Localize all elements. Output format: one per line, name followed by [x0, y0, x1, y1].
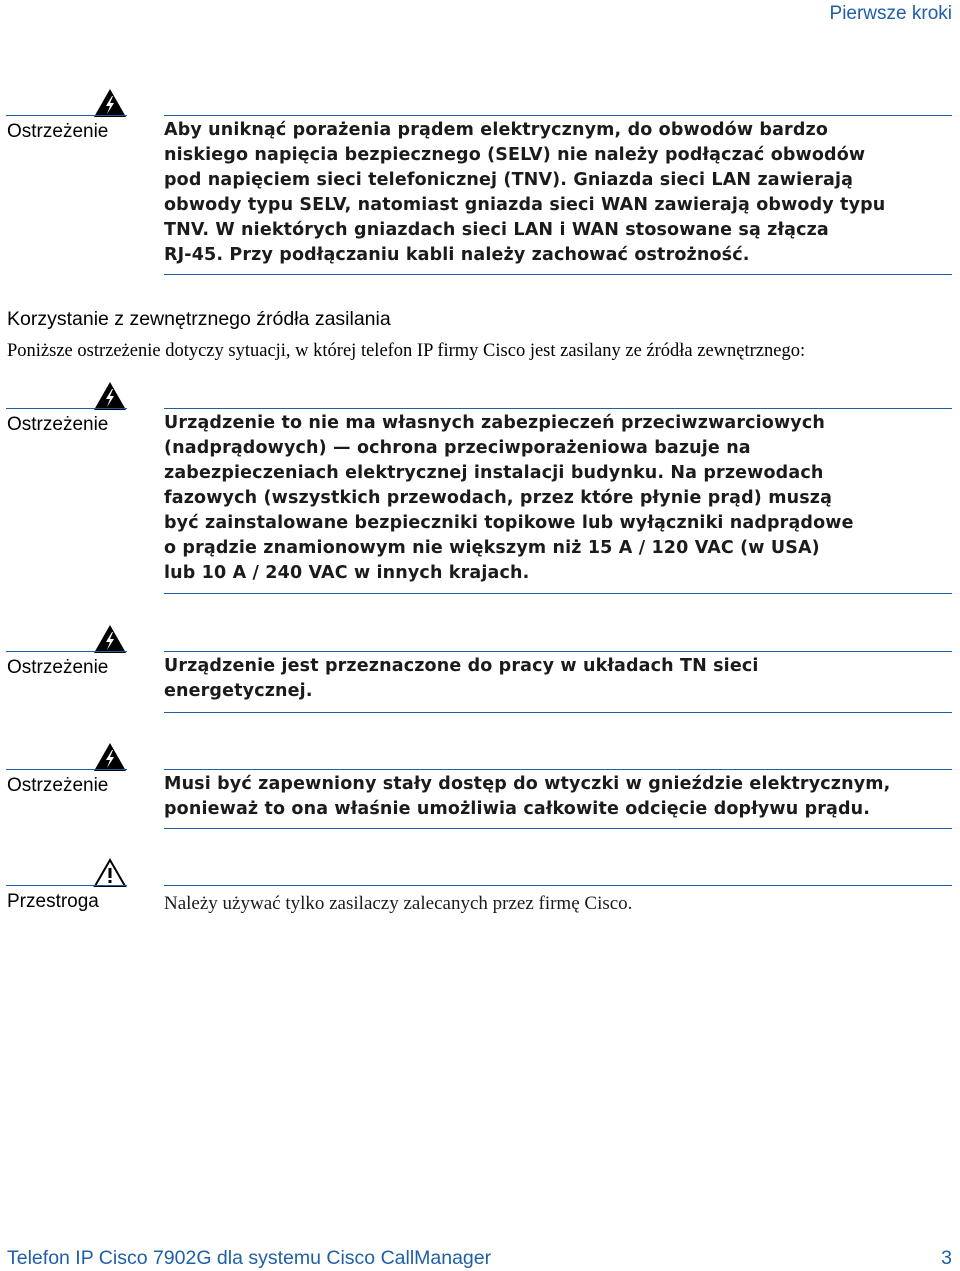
label-rule	[6, 885, 127, 886]
notice-label: Ostrzeżenie	[7, 775, 109, 796]
notice-line: Urządzenie jest przeznaczone do pracy w układach TN sieci	[164, 656, 759, 676]
footer-document-title: Telefon IP Cisco 7902G dla systemu Cisco CallManager	[7, 1247, 492, 1269]
caution-icon	[93, 858, 127, 888]
section-heading: Korzystanie z zewnętrznego źródła zasilania	[7, 308, 391, 330]
label-rule	[6, 651, 127, 652]
notice-label: Przestroga	[7, 891, 99, 912]
body-rule-top	[164, 651, 952, 652]
notice-line: Urządzenie to nie ma własnych zabezpieczeń przeciwzwarciowych	[164, 413, 825, 433]
notice-line: pod napięciem sieci telefonicznej (TNV). Gniazda sieci LAN zawierają	[164, 170, 854, 190]
body-rule-bottom	[164, 593, 952, 594]
notice-label: Ostrzeżenie	[7, 121, 109, 142]
notice-line: RJ-45. Przy podłączaniu kabli należy zachować ostrożność.	[164, 245, 750, 265]
body-rule-bottom	[164, 828, 952, 829]
notice-line: fazowych (wszystkich przewodach, przez które płynie prąd) muszą	[164, 488, 833, 508]
notice-line: ponieważ to ona właśnie umożliwia całkowite odcięcie dopływu prądu.	[164, 799, 871, 819]
label-rule	[6, 115, 127, 116]
label-rule	[6, 769, 127, 770]
notice-label: Ostrzeżenie	[7, 657, 109, 678]
notice-label: Ostrzeżenie	[7, 414, 109, 435]
notice-line: Musi być zapewniony stały dostęp do wtyczki w gnieździe elektrycznym,	[164, 774, 891, 794]
electrical-warning-icon	[93, 88, 127, 118]
body-rule-bottom	[164, 274, 952, 275]
notice-body	[164, 411, 944, 586]
notice-line: lub 10 A / 240 VAC w innych krajach.	[164, 563, 530, 583]
label-rule	[6, 408, 127, 409]
notice-body	[164, 891, 944, 916]
electrical-warning-icon	[93, 381, 127, 411]
notice-body	[164, 654, 944, 704]
body-rule-bottom	[164, 712, 952, 713]
notice-body	[164, 118, 944, 268]
notice-line: (nadprądowych) — ochrona przeciwporażeniowa bazuje na	[164, 438, 751, 458]
notice-line: być zainstalowane bezpieczniki topikowe lub wyłączniki nadprądowe	[164, 513, 854, 533]
body-rule-top	[164, 885, 952, 886]
notice-line: zabezpieczeniach elektrycznej instalacji budynku. Na przewodach	[164, 463, 824, 483]
notice-line: energetycznej.	[164, 681, 313, 701]
notice-line: o prądzie znamionowym nie większym niż 15 A / 120 VAC (w USA)	[164, 538, 820, 558]
running-header-title: Pierwsze kroki	[829, 3, 952, 24]
notice-line: Aby uniknąć porażenia prądem elektrycznym, do obwodów bardzo	[164, 120, 829, 140]
body-rule-top	[164, 115, 952, 116]
body-rule-top	[164, 408, 952, 409]
electrical-warning-icon	[93, 624, 127, 654]
notice-line: niskiego napięcia bezpiecznego (SELV) nie należy podłączać obwodów	[164, 145, 866, 165]
notice-line: obwody typu SELV, natomiast gniazda sieci WAN zawierają obwody typu	[164, 195, 886, 215]
section-intro: Poniższe ostrzeżenie dotyczy sytuacji, w której telefon IP firmy Cisco jest zasilany ze źródła zewnętrznego:	[7, 341, 806, 361]
electrical-warning-icon	[93, 742, 127, 772]
notice-line: Należy używać tylko zasilaczy zalecanych przez firmę Cisco.	[164, 893, 633, 914]
body-rule-top	[164, 769, 952, 770]
notice-body	[164, 772, 944, 822]
notice-line: TNV. W niektórych gniazdach sieci LAN i WAN stosowane są złącza	[164, 220, 829, 240]
footer-page-number: 3	[941, 1247, 952, 1269]
